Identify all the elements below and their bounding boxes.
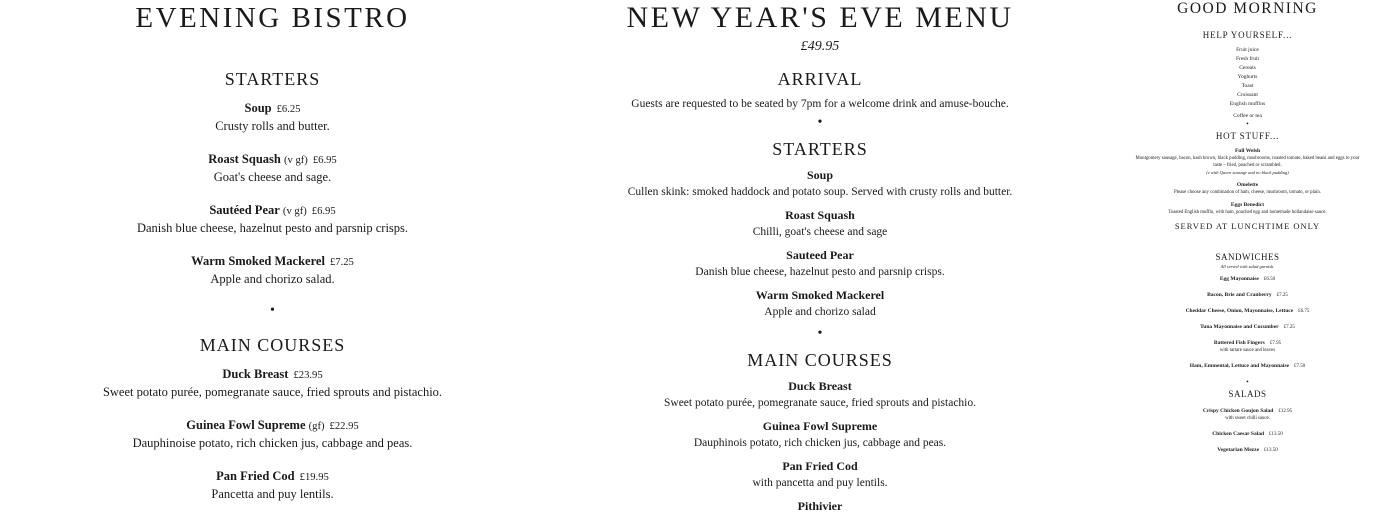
salads-heading: SALADS xyxy=(1228,389,1267,399)
dish-description: Sweet potato purée, pomegranate sauce, fried sprouts and pistachio. xyxy=(664,397,976,409)
dish-name: Pan Fried Cod xyxy=(216,469,295,483)
dish-name: Guinea Fowl Supreme xyxy=(186,418,306,432)
nye-starter-item xyxy=(600,287,1040,320)
hot-item xyxy=(1135,181,1360,196)
evening-starters-heading: STARTERS xyxy=(224,69,321,89)
dish-description: Montgomery sausage, bacon, hash brown, black pudding, mushrooms, roasted tomato, baked beans and eggs to your taste – fried, poached or scrambled. xyxy=(1135,156,1360,168)
dish-price: £13.50 xyxy=(1264,448,1278,453)
dish-description: Chilli, goat's cheese and sage xyxy=(752,226,888,238)
dish-name: Bacon, Brie and Cranberry xyxy=(1207,292,1272,298)
section-divider: • xyxy=(270,303,275,318)
evening-mains-heading: MAIN COURSES xyxy=(199,335,346,355)
nye-main-item xyxy=(600,498,1040,515)
evening-main-item xyxy=(90,468,455,502)
nye-main-item xyxy=(600,458,1040,491)
dish-description: Danish blue cheese, hazelnut pesto and parsnip crisps. xyxy=(136,221,409,235)
salad-item xyxy=(1135,447,1360,454)
nye-main-item xyxy=(600,378,1040,411)
dish-name: Roast Squash xyxy=(208,152,281,166)
dish-name: Eggs Benedict xyxy=(1230,202,1265,208)
dish-price: £7.95 xyxy=(1269,341,1282,346)
dish-description: Cullen skink: smoked haddock and potato soup. Served with crusty rolls and butter. xyxy=(627,186,1013,198)
sandwich-item xyxy=(1135,363,1360,370)
nye-main-item xyxy=(600,418,1040,451)
dish-price: £19.95 xyxy=(299,472,329,483)
dish-name: Pithivier xyxy=(797,499,843,513)
dish-name: Pan Fried Cod xyxy=(782,459,858,473)
sandwich-item xyxy=(1135,340,1360,354)
dish-description: Dauphinois potato, rich chicken jus, cabbage and peas. xyxy=(693,437,947,449)
evening-starter-item xyxy=(90,151,455,185)
evening-bistro-menu xyxy=(90,0,455,519)
dish-description: Apple and chorizo salad xyxy=(764,306,876,318)
dish-name: Duck Breast xyxy=(788,379,852,393)
list-item: Yoghurts xyxy=(1237,74,1258,80)
sandwiches-heading: SANDWICHES xyxy=(1215,252,1280,262)
evening-main-item xyxy=(90,366,455,400)
nye-mains-heading: MAIN COURSES xyxy=(747,350,893,370)
list-item: Cereals xyxy=(1239,65,1256,71)
hot-item xyxy=(1135,201,1360,216)
evening-bistro-title: EVENING BISTRO xyxy=(135,2,410,34)
dish-description: with sweet chilli sauce. xyxy=(1225,416,1270,421)
section-divider: • xyxy=(817,326,823,341)
list-item: Toast xyxy=(1241,83,1254,89)
dish-name: Sautéed Pear xyxy=(209,203,280,217)
dish-description: Goat's cheese and sage. xyxy=(213,170,332,184)
dish-name: Soup xyxy=(244,101,272,115)
dish-price: £7.25 xyxy=(1283,325,1295,330)
evening-starter-item xyxy=(90,202,455,236)
salad-item xyxy=(1135,431,1360,438)
dish-price: £6.95 xyxy=(312,155,337,166)
dish-description: Dauphinoise potato, rich chicken jus, cabbage and peas. xyxy=(132,436,413,450)
dish-name: Crispy Chicken Goujon Salad xyxy=(1202,408,1274,414)
dish-description: Please choose any combination of ham, cheese, mushroom, tomato, or plain. xyxy=(1174,190,1321,195)
good-morning-title: GOOD MORNING xyxy=(1177,0,1318,17)
nye-starters-heading: STARTERS xyxy=(772,139,868,159)
evening-starter-item xyxy=(90,253,455,287)
dish-name: Duck Breast xyxy=(222,367,289,381)
evening-starter-item xyxy=(90,100,455,134)
section-divider: • xyxy=(1246,120,1249,128)
dish-price: £6.95 xyxy=(311,206,336,217)
dish-name: Sauteed Pear xyxy=(786,248,854,262)
nye-arrival-heading: ARRIVAL xyxy=(777,69,863,89)
dish-name: Battered Fish Fingers xyxy=(1213,340,1265,346)
hot-item xyxy=(1135,147,1360,176)
dish-name: Cheddar Cheese, Onion, Mayonnaise, Lettuce xyxy=(1185,308,1294,314)
dish-price: £22.95 xyxy=(329,421,359,432)
sandwich-item xyxy=(1135,292,1360,299)
dish-description: Pancetta and puy lentils. xyxy=(211,487,334,501)
sandwich-item xyxy=(1135,324,1360,331)
nye-title: NEW YEAR'S EVE MENU xyxy=(626,1,1014,34)
dish-description: Danish blue cheese, hazelnut pesto and parsnip crisps. xyxy=(695,266,945,278)
lunchtime-heading: SERVED AT LUNCHTIME ONLY xyxy=(1174,221,1321,231)
evening-main-item xyxy=(90,417,455,451)
section-divider: • xyxy=(817,115,823,130)
dish-name: Omelette xyxy=(1236,182,1259,188)
dish-price: £12.95 xyxy=(1278,409,1293,414)
dish-name: Egg Mayonnaise xyxy=(1219,276,1259,282)
dish-name: Warm Smoked Mackerel xyxy=(755,288,885,302)
dish-price: £7.50 xyxy=(1294,364,1306,369)
dish-name: Chicken Caesar Salad xyxy=(1212,431,1265,437)
dish-name: Warm Smoked Mackerel xyxy=(191,254,325,268)
sandwich-item xyxy=(1135,276,1360,283)
dish-price: £6.50 xyxy=(1263,277,1276,282)
list-item: Fresh fruit xyxy=(1235,56,1260,62)
dish-description: Apple and chorizo salad. xyxy=(210,272,335,286)
dish-name: Soup xyxy=(806,168,834,182)
dish-price: £6.25 xyxy=(276,104,301,115)
dish-description: Toasted English muffin, with ham, poached egg and homemade hollandaise sauce. xyxy=(1168,210,1327,215)
dish-description: with tartare sauce and leaves xyxy=(1219,348,1276,353)
dish-description: with pancetta and puy lentils. xyxy=(752,477,888,489)
salad-item xyxy=(1135,408,1360,422)
dietary-tag: (gf) xyxy=(308,421,325,432)
dish-name: Full Welsh xyxy=(1234,148,1261,154)
sandwiches-note: All served with salad garnish. xyxy=(1220,264,1275,269)
dish-price: £6.75 xyxy=(1298,309,1310,314)
dish-description: Crusty rolls and butter. xyxy=(215,119,330,133)
nye-arrival-text: Guests are requested to be seated by 7pm for a welcome drink and amuse-bouche. xyxy=(631,98,1009,110)
dish-name: Vegetarian Mezze xyxy=(1217,447,1260,453)
sandwich-item xyxy=(1135,308,1360,315)
section-divider: • xyxy=(1246,378,1249,386)
help-yourself-list xyxy=(1135,46,1360,109)
list-item: Croissant xyxy=(1237,92,1258,98)
dish-name: Tuna Mayonnaise and Cucumber xyxy=(1200,324,1279,330)
good-morning-menu xyxy=(1135,0,1360,463)
dish-price: £23.95 xyxy=(293,370,323,381)
dish-price: £7.25 xyxy=(329,257,354,268)
dish-price: £7.25 xyxy=(1276,293,1288,298)
dish-name: Roast Squash xyxy=(785,208,855,222)
nye-price: £49.95 xyxy=(800,39,840,54)
dish-price: £13.50 xyxy=(1269,432,1283,437)
dish-description: Sweet potato purée, pomegranate sauce, fried sprouts and pistachio. xyxy=(102,385,443,399)
coffee-line: Coffee or tea xyxy=(1233,113,1262,119)
dish-note: (v with Quorn sausage and no black pudding) xyxy=(1206,170,1289,175)
dietary-tag: (v gf) xyxy=(282,206,307,217)
nye-starter-item xyxy=(600,167,1040,200)
list-item: English muffins xyxy=(1229,101,1266,107)
dish-name: Ham, Emmental, Lettuce and Mayonnaise xyxy=(1189,363,1290,369)
dietary-tag: (v gf) xyxy=(283,155,308,166)
help-yourself-heading: HELP YOURSELF... xyxy=(1202,30,1293,40)
dish-name: Guinea Fowl Supreme xyxy=(762,419,878,433)
hot-stuff-heading: HOT STUFF... xyxy=(1215,131,1280,141)
list-item: Fruit juice xyxy=(1236,47,1259,53)
new-years-eve-menu xyxy=(600,0,1040,522)
nye-starter-item xyxy=(600,207,1040,240)
nye-starter-item xyxy=(600,247,1040,280)
